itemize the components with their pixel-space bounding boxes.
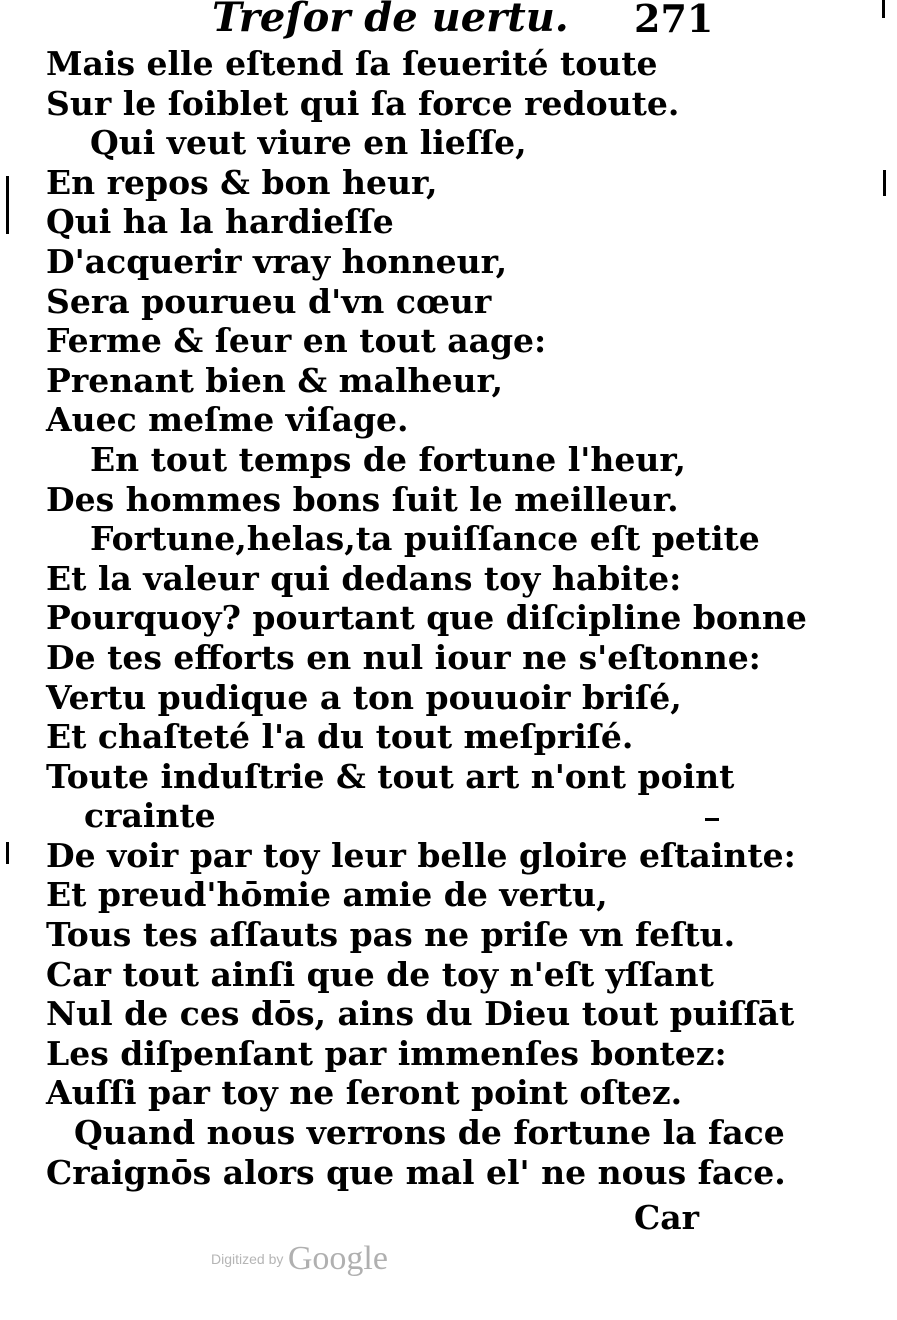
poem-line: Vertu pudique a ton pouuoir briſé,	[46, 677, 682, 717]
scan-edge-mark	[883, 170, 886, 196]
poem-line: Ferme & ſeur en tout aage:	[46, 321, 547, 361]
poem-line: Tous tes aſſauts pas ne priſe vn feſtu.	[46, 915, 736, 955]
poem-line: Les diſpenſant par immenſes bontez:	[46, 1033, 727, 1073]
poem-line: Auec meſme viſage.	[46, 400, 409, 440]
poem-line: Sur le ſoiblet qui ſa force redoute.	[46, 83, 680, 123]
poem-line: Prenant bien & malheur,	[46, 360, 503, 400]
poem-line: Pourquoy? pourtant que diſcipline bonne	[46, 598, 807, 638]
poem-line: Et la valeur qui dedans toy habite:	[46, 558, 682, 598]
poem-line: Mais elle eſtend ſa ſeuerité toute	[46, 44, 658, 83]
poem-line: Sera pourueu d'vn cœur	[46, 281, 492, 321]
scan-edge-mark	[6, 842, 9, 864]
poem-line: Et preud'hōmie amie de vertu,	[46, 875, 608, 915]
digitization-watermark	[211, 1240, 388, 1278]
scan-edge-mark	[705, 818, 719, 821]
poem-line: crainte	[84, 796, 216, 836]
poem-line: Toute induſtrie & tout art n'ont point	[46, 756, 735, 796]
poem-line: Fortune,helas,ta puiſſance eſt petite	[90, 519, 760, 559]
poem-line: Craignōs alors que mal el' ne nous face.	[46, 1152, 786, 1192]
page-number: 271	[634, 0, 714, 41]
scan-edge-mark	[6, 176, 9, 234]
poem-line: En tout temps de fortune l'heur,	[90, 439, 686, 479]
poem-line: De voir par toy leur belle gloire eſtainte:	[46, 835, 796, 875]
poem-line: Nul de ces dōs, ains du Dieu tout puiſſāt	[46, 994, 795, 1034]
poem-line: Auſſi par toy ne ſeront point oſtez.	[46, 1073, 683, 1113]
running-title: Treſor de uertu.	[212, 0, 569, 41]
poem-line: Des hommes bons ſuit le meilleur.	[46, 479, 679, 519]
poem-line: Quand nous verrons de fortune la face	[74, 1113, 785, 1153]
watermark-prefix: Digitized by	[211, 1251, 284, 1267]
poem-line: Car tout ainſi que de toy n'eſt yſſant	[46, 954, 714, 994]
poem-line: Qui ha la hardieſſe	[46, 202, 394, 242]
scan-edge-mark	[882, 0, 885, 18]
poem-line: D'acquerir vray honneur,	[46, 241, 508, 281]
poem-line: Qui veut viure en lieſſe,	[90, 123, 527, 163]
poem-line: De tes efforts en nul iour ne s'eſtonne:	[46, 637, 761, 677]
watermark-brand: Google	[287, 1240, 388, 1277]
poem-line: Et chaſteté l'a du tout meſpriſé.	[46, 717, 634, 757]
catchword: Car	[634, 1198, 700, 1237]
poem-line: En repos & bon heur,	[46, 162, 438, 202]
poem-text	[46, 44, 807, 1192]
